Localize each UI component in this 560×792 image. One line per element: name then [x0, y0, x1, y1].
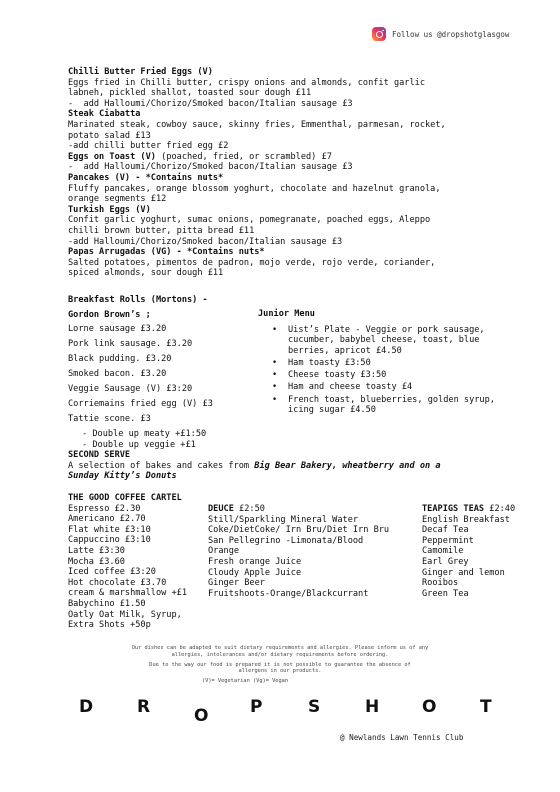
- second-serve-text-2: Sunday Kitty’s Donuts: [68, 471, 177, 482]
- rolls-title: Breakfast Rolls (Mortons) -: [68, 295, 208, 305]
- dish-line: Eggs on Toast (V): [68, 151, 156, 162]
- junior-item: [258, 370, 508, 381]
- logo-letter: P: [250, 697, 263, 717]
- coffee-item: Flat white £3:10: [68, 524, 151, 535]
- dropshot-logo: [60, 697, 500, 727]
- dish-text: [68, 215, 500, 226]
- logo-letter: O: [422, 697, 437, 717]
- roll-item: Veggie Sausage (V) £3:20: [68, 384, 193, 395]
- junior-menu: [258, 309, 508, 417]
- logo-letter: H: [365, 697, 380, 717]
- coffee-item: Hot chocolate £3.70: [68, 577, 167, 588]
- coffee-item: Oatly Oat Milk, Syrup,: [68, 609, 182, 620]
- dish-line: Confit garlic yoghurt, sumac onions, pomegranate, poached eggs, Aleppo: [68, 215, 431, 226]
- rolls-doubles: [68, 429, 258, 450]
- coffee-item: Babychino £1.50: [68, 598, 146, 609]
- coffee-item: cream & marshmallow +£1: [68, 588, 187, 599]
- roll-item: Black pudding. £3.20: [68, 354, 172, 365]
- dish-title: [68, 205, 500, 216]
- logo-letter: R: [137, 697, 151, 717]
- junior-item: [258, 382, 508, 393]
- junior-item: [258, 325, 508, 357]
- dish-text: [68, 237, 500, 248]
- dish-text: [68, 162, 500, 173]
- dish-title: [68, 247, 500, 258]
- junior-item: [258, 395, 508, 416]
- dish-line: - add Halloumi/Chorizo/Smoked bacon/Italian sausage £3: [68, 98, 353, 109]
- teapigs-heading: TEAPIGS TEAS £2:40: [422, 504, 516, 514]
- deuce-item: Coke/DietCoke/ Irn Bru/Diet Irn Bru: [208, 525, 390, 536]
- dish-line: spiced almonds, sour dough £11: [68, 268, 224, 279]
- dish-line: -add Halloumi/Chorizo/Smoked bacon/Italian sausage £3: [68, 236, 343, 247]
- teapigs-list: [422, 515, 552, 600]
- instagram-follow[interactable]: [372, 27, 509, 41]
- logo-letter: S: [308, 697, 321, 717]
- teapigs-menu: [422, 504, 552, 599]
- coffee-item: Cappuccino £3:10: [68, 535, 151, 546]
- dish-title: [68, 173, 500, 184]
- teapigs-item: Green Tea: [422, 588, 469, 599]
- coffee-item: Espresso £2.30: [68, 503, 141, 514]
- dish-line: Steak Ciabatta: [68, 109, 141, 120]
- mains-menu: [68, 67, 500, 279]
- dish-line: potato salad £13: [68, 130, 151, 141]
- dish-line: Pancakes (V) - *Contains nuts*: [68, 172, 224, 183]
- junior-item-line: icing sugar £4.50: [288, 405, 376, 416]
- teapigs-item: Ginger and lemon: [422, 567, 505, 578]
- roll-item: Pork link sausage. £3.20: [68, 339, 193, 350]
- dish-text: [68, 226, 500, 237]
- junior-item-line: • Ham toasty £3:50: [288, 357, 371, 368]
- dish-text: [68, 268, 500, 279]
- second-serve-text: A selection of bakes and cakes from Big Bear Bakery, wheatberry and on a: [68, 460, 441, 471]
- dish-title: [68, 109, 500, 120]
- teapigs-item: Rooibos: [422, 578, 459, 589]
- roll-double: - Double up meaty +£1:50: [82, 429, 207, 440]
- second-serve-title: SECOND SERVE: [68, 450, 131, 460]
- dish-text: [68, 194, 500, 205]
- dish-text: [68, 120, 500, 131]
- dish-title: [68, 152, 500, 163]
- breakfast-rolls: [68, 295, 258, 450]
- dish-text: [68, 88, 500, 99]
- junior-item-line: cucumber, babybel cheese, toast, blue: [288, 335, 480, 346]
- logo-letter: T: [480, 697, 492, 717]
- deuce-menu: [208, 504, 418, 599]
- dish-line: Salted potatoes, pimentos de padron, mojo verde, rojo verde, coriander,: [68, 257, 436, 268]
- roll-item: Smoked bacon. £3.20: [68, 369, 167, 380]
- instagram-icon: [372, 27, 386, 41]
- coffee-item: Latte £3:30: [68, 545, 125, 556]
- dish-line: -add chilli butter fried egg £2: [68, 141, 229, 152]
- deuce-item: Orange: [208, 546, 240, 557]
- junior-list: [258, 325, 508, 416]
- follow-text: Follow us @dropshotglasgow: [392, 29, 510, 39]
- teapigs-item: Camomile: [422, 546, 464, 557]
- logo-letter: O: [194, 706, 209, 726]
- dish-line: Turkish Eggs (V): [68, 204, 151, 215]
- dish-line: - add Halloumi/Chorizo/Smoked bacon/Italian sausage £3: [68, 162, 353, 173]
- dish-text: [68, 99, 500, 110]
- dish-text: [68, 78, 500, 89]
- roll-item: Tattie scone. £3: [68, 414, 151, 425]
- dish-line: Papas Arrugadas (VG) - *Contains nuts*: [68, 247, 265, 258]
- dish-text: [68, 258, 500, 269]
- coffee-title: THE GOOD COFFEE CARTEL: [68, 493, 182, 503]
- dish-line: Chilli Butter Fried Eggs (V): [68, 67, 213, 77]
- roll-double: - Double up veggie +£1: [82, 439, 196, 450]
- second-serve: [68, 450, 508, 482]
- junior-item-line: berries, apricot £4.50: [288, 345, 402, 356]
- junior-item: [258, 358, 508, 369]
- deuce-item: Fresh orange Juice: [208, 556, 302, 567]
- junior-item-line: • Cheese toasty £3:50: [288, 370, 387, 381]
- dish-line: chilli brown butter, pitta bread £11: [68, 225, 255, 236]
- teapigs-item: Decaf Tea: [422, 525, 469, 536]
- dish-text: [68, 141, 500, 152]
- coffee-list: [68, 504, 208, 631]
- deuce-item: Fruitshoots-Orange/Blackcurrant: [208, 588, 369, 599]
- junior-item-line: • French toast, blueberries, golden syrup,: [288, 394, 495, 405]
- deuce-list: [208, 515, 418, 600]
- dish-suffix: (poached, fried, or scrambled) £7: [155, 151, 332, 162]
- dish-line: Marinated steak, cowboy sauce, skinny fries, Emmenthal, parmesan, rocket,: [68, 119, 446, 130]
- deuce-item: San Pellegrino -Limonata/Blood: [208, 535, 364, 546]
- roll-item: Lorne sausage £3.20: [68, 324, 167, 335]
- dish-text: [68, 184, 500, 195]
- coffee-item: Mocha £3.60: [68, 556, 125, 567]
- deuce-heading: DEUCE £2:50: [208, 504, 265, 514]
- deuce-item: Ginger Beer: [208, 578, 265, 589]
- coffee-item: Iced coffee £3:20: [68, 567, 156, 578]
- logo-letter: D: [79, 697, 94, 717]
- junior-item-line: • Uist’s Plate - Veggie or pork sausage,: [288, 324, 485, 335]
- rolls-subtitle: Gordon Brown’s ;: [68, 309, 151, 320]
- allergy-notes: Our dishes can be adapted to suit dietary requirements and allergies. Please inform us of any allergies, intolerances and/or dietary requirements before ordering. Due to the way our food is prepared it is not possible to guarantee the absence of allergens in our products. (V)= Vegetarian (Vg)= Vegan: [131, 645, 429, 685]
- roll-item: Corriemains fried egg (V) £3: [68, 399, 213, 410]
- junior-item-line: • Ham and cheese toasty £4: [288, 382, 413, 393]
- deuce-item: Still/Sparkling Mineral Water: [208, 514, 359, 525]
- dish-line: labneh, pickled shallot, toasted sour dough £11: [68, 88, 312, 99]
- dish-line: orange segments £12: [68, 194, 167, 205]
- club-footer: @ Newlands Lawn Tennis Club: [340, 733, 464, 742]
- rolls-list: [68, 324, 258, 425]
- dish-text: [68, 131, 500, 142]
- coffee-item: Americano £2.70: [68, 514, 146, 525]
- junior-title: Junior Menu: [258, 309, 315, 319]
- teapigs-item: Earl Grey: [422, 556, 469, 567]
- dish-line: Eggs fried in Chilli butter, crispy onions and almonds, confit garlic: [68, 77, 425, 88]
- teapigs-item: Peppermint: [422, 535, 474, 546]
- dish-line: Fluffy pancakes, orange blossom yoghurt, chocolate and hazelnut granola,: [68, 183, 441, 194]
- dish-title: [68, 67, 500, 78]
- coffee-menu: [68, 493, 208, 631]
- deuce-item: Cloudy Apple Juice: [208, 567, 302, 578]
- teapigs-item: English Breakfast: [422, 514, 510, 525]
- coffee-item: Extra Shots +50p: [68, 620, 151, 631]
